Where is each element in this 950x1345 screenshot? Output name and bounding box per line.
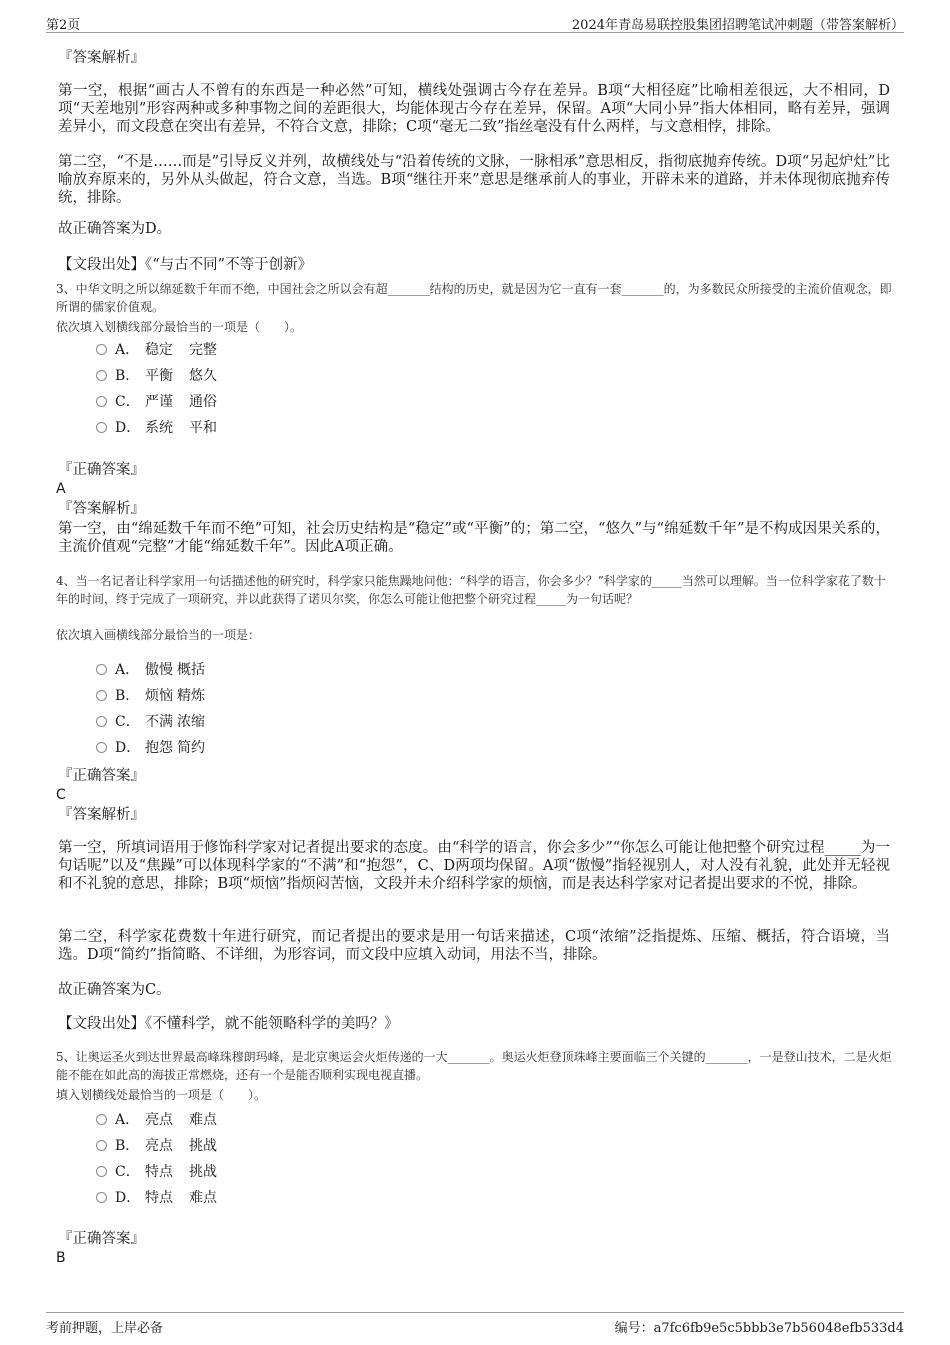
- q3-answer: A: [56, 481, 66, 497]
- q3-analysis-heading: 『答案解析』: [58, 501, 145, 517]
- q4-stem: 4、当一名记者让科学家用一句话描述他的研究时，科学家只能焦躁地问他：“科学的语言，你会多少？”科学家的_____当然可以理解。当一位科学家花了数十年的时间，终于完成了一项研究，并以此获得了诺贝尔奖，你怎么可能让他把整个研究过程_____为一句话呢？: [56, 574, 886, 606]
- page-number: 第2页: [46, 18, 81, 33]
- q4-analysis-p1: 第一空，所填词语用于修饰科学家对记者提出要求的态度。由“科学的语言，你会多少”“你怎么可能让他把整个研究过程_____为一句话呢”以及“焦躁”可以体现科学家的“不满”和“抱怨”，C、D两项均保留。A项“傲慢”指轻视别人，对人没有礼貌，此处并无轻视和不礼貌的意思，排除；B项“烦恼”指烦闷苦恼，文段并未介绍科学家的烦恼，而是表达科学家对记者提出要求的不悦，排除。: [58, 840, 890, 892]
- q5-option-b[interactable]: B． 亮点 挑战: [96, 1136, 217, 1156]
- q5-answer-heading: 『正确答案』: [58, 1231, 145, 1247]
- q4-analysis-heading: 『答案解析』: [58, 807, 145, 823]
- radio-circle-icon[interactable]: [96, 344, 107, 355]
- q3-answer-heading: 『正确答案』: [58, 462, 145, 478]
- document-code: 编号：a7fc6fb9e5c5bbb3e7b56048efb533d4: [614, 1321, 904, 1336]
- q4-option-a[interactable]: A． 傲慢 概括: [96, 660, 205, 680]
- radio-circle-icon[interactable]: [96, 1140, 107, 1151]
- q5-option-d[interactable]: D． 特点 难点: [96, 1188, 217, 1208]
- q3-option-c[interactable]: C． 严谨 通俗: [96, 392, 217, 412]
- q4-answer: C: [56, 787, 66, 803]
- q2-conclusion: 故正确答案为D。: [58, 221, 172, 237]
- q3-option-b[interactable]: B． 平衡 悠久: [96, 366, 217, 386]
- q3-option-d[interactable]: D． 系统 平和: [96, 418, 217, 438]
- radio-circle-icon[interactable]: [96, 396, 107, 407]
- radio-circle-icon[interactable]: [96, 690, 107, 701]
- radio-circle-icon[interactable]: [96, 1192, 107, 1203]
- radio-circle-icon[interactable]: [96, 1166, 107, 1177]
- q2-analysis-p2: 第二空，“不是……而是”引导反义并列，故横线处与“沿着传统的文脉，一脉相承”意思相反，指彻底抛弃传统。D项“另起炉灶”比喻放弃原来的，另外从头做起，符合文意，当选。B项“继往开来”意思是继承前人的事业，开辟未来的道路，并未体现彻底抛弃传统，排除。: [58, 154, 890, 206]
- document-title: 2024年青岛易联控股集团招聘笔试冲刺题（带答案解析）: [571, 18, 904, 33]
- q3-prompt: 依次填入划横线部分最恰当的一项是（ ）。: [56, 320, 303, 334]
- q5-option-a[interactable]: A． 亮点 难点: [96, 1110, 217, 1130]
- q4-conclusion: 故正确答案为C。: [58, 982, 171, 998]
- q4-source: 【文段出处】《不懂科学，就不能领略科学的美吗？》: [58, 1016, 399, 1032]
- radio-circle-icon[interactable]: [96, 716, 107, 727]
- radio-circle-icon[interactable]: [96, 422, 107, 433]
- q5-prompt: 填入划横线处最恰当的一项是（ ）。: [56, 1088, 267, 1102]
- q3-analysis: 第一空，由“绵延数千年而不绝”可知，社会历史结构是“稳定”或“平衡”的；第二空，“悠久”与“绵延数千年”是不构成因果关系的，主流价值观“完整”才能“绵延数千年”。因此A项正确。: [58, 521, 890, 555]
- q4-analysis-p2: 第二空，科学家花费数十年进行研究，而记者提出的要求是用一句话来描述，C项“浓缩”泛指提炼、压缩、概括，符合语境，当选。D项“简约”指简略、不详细，为形容词，而文段中应填入动词，用法不当，排除。: [58, 929, 890, 963]
- q4-option-c[interactable]: C． 不满 浓缩: [96, 712, 205, 732]
- page-header: [46, 12, 904, 33]
- radio-circle-icon[interactable]: [96, 664, 107, 675]
- page-footer: [46, 1312, 904, 1335]
- radio-circle-icon[interactable]: [96, 742, 107, 753]
- radio-circle-icon[interactable]: [96, 370, 107, 381]
- q2-analysis-p1: 第一空，根据“画古人不曾有的东西是一种必然”可知，横线处强调古今存在差异。B项“大相径庭”比喻相差很远，大不相同，D项“天差地别”形容两种或多种事物之间的差距很大，均能体现古今存在差异，保留。A项“大同小异”指大体相同，略有差异，强调差异小，而文段意在突出有差异，不符合文意，排除；C项“毫无二致”指丝毫没有什么两样，与文意相悖，排除。: [58, 83, 890, 135]
- q3-option-a[interactable]: A． 稳定 完整: [96, 340, 217, 360]
- q4-answer-heading: 『正确答案』: [58, 768, 145, 784]
- q3-stem: 3、中华文明之所以绵延数千年而不绝，中国社会之所以会有超_______结构的历史，就是因为它一直有一套_______的，为多数民众所接受的主流价值观念，即所谓的儒家价值观。: [56, 282, 892, 314]
- radio-circle-icon[interactable]: [96, 1114, 107, 1125]
- q4-prompt: 依次填入画横线部分最恰当的一项是：: [56, 628, 261, 642]
- q4-option-d[interactable]: D． 抱怨 简约: [96, 738, 205, 758]
- q5-stem: 5、让奥运圣火到达世界最高峰珠穆朗玛峰，是北京奥运会火炬传递的一大_______。奥运火炬登顶珠峰主要面临三个关键的_______，一是登山技术，二是火炬能不能在如此高的海拔正常燃烧，还有一个是能否顺利实现电视直播。: [56, 1050, 892, 1082]
- q5-answer: B: [56, 1250, 66, 1266]
- q5-option-c[interactable]: C． 特点 挑战: [96, 1162, 217, 1182]
- q4-option-b[interactable]: B． 烦恼 精炼: [96, 686, 205, 706]
- q2-source: 【文段出处】《“与古不同”不等于创新》: [58, 257, 313, 273]
- footer-slogan: 考前押题，上岸必备: [46, 1321, 164, 1336]
- q2-analysis-heading: 『答案解析』: [58, 50, 145, 66]
